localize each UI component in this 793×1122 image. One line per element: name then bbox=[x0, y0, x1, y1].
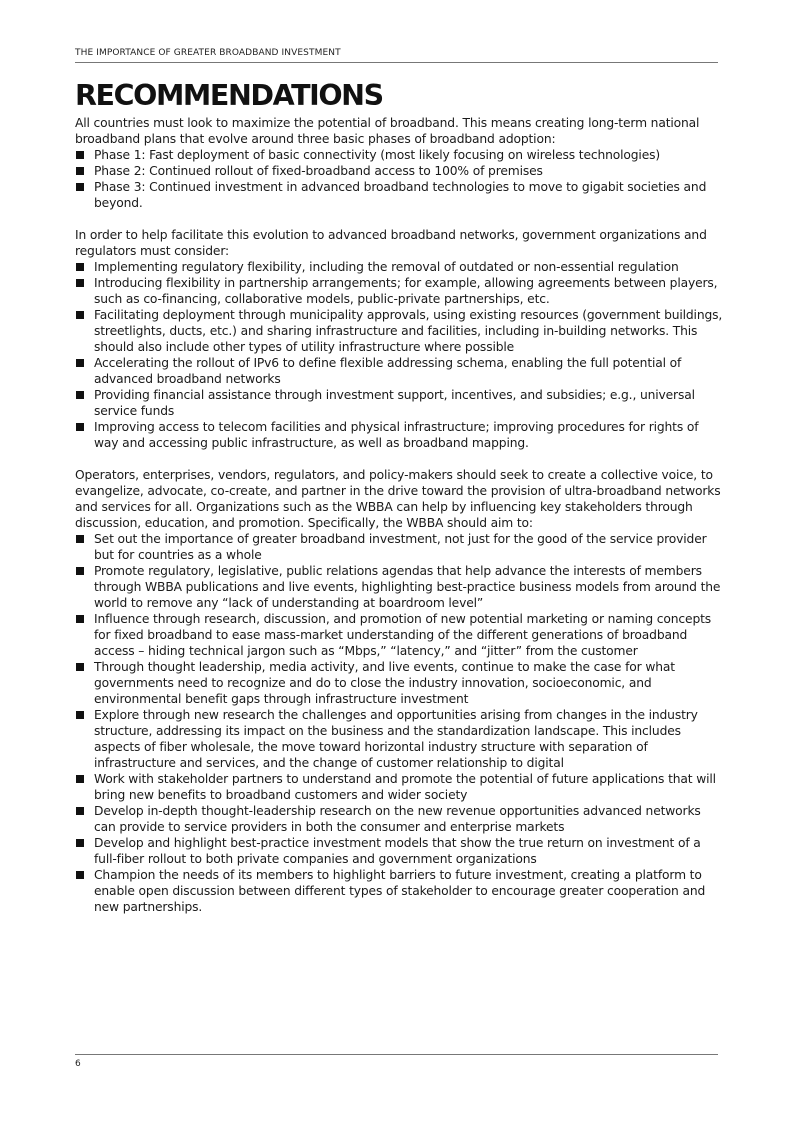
list-item bbox=[75, 835, 723, 867]
list-item bbox=[75, 387, 723, 419]
list-item bbox=[75, 771, 723, 803]
square-bullet-icon bbox=[76, 183, 84, 191]
square-bullet-icon bbox=[76, 359, 84, 367]
list-item-text: Promote regulatory, legislative, public relations agendas that help advance the interests of members through WBBA publications and live events, highlighting best-practice business models from around the world to remove any “lack of understanding at boardroom level” bbox=[94, 564, 721, 610]
square-bullet-icon bbox=[76, 311, 84, 319]
list-item-text: Introducing flexibility in partnership arrangements; for example, allowing agreements between players, such as co-financing, collaborative models, public-private partnerships, etc. bbox=[94, 276, 718, 306]
section2-intro: In order to help facilitate this evolution to advanced broadband networks, government organizations and regulators must consider: bbox=[75, 228, 707, 258]
list-item bbox=[75, 419, 723, 451]
list-item-text: Explore through new research the challenges and opportunities arising from changes in the industry structure, addressing its impact on the business and the standardization landscape. This includes aspects of fiber wholesale, the move toward horizontal industry structure with separation of infrastructure and services, and the change of customer relationship to digital bbox=[94, 708, 698, 770]
list-item bbox=[75, 659, 723, 707]
section-gap bbox=[75, 451, 723, 467]
list-item-text: Through thought leadership, media activity, and live events, continue to make the case for what governments need to recognize and do to close the industry innovation, socioeconomic, and environmental benefit gaps through infrastructure investment bbox=[94, 660, 675, 706]
square-bullet-icon bbox=[76, 567, 84, 575]
list-item bbox=[75, 307, 723, 355]
square-bullet-icon bbox=[76, 711, 84, 719]
list-item-text: Influence through research, discussion, and promotion of new potential marketing or naming concepts for fixed broadband to ease mass-market understanding of the different generations of broadband access – hiding technical jargon such as “Mbps,” “latency,” and “jitter” from the customer bbox=[94, 612, 712, 658]
page-title: RECOMMENDATIONS bbox=[75, 79, 383, 112]
government-considerations-list bbox=[75, 259, 723, 451]
page-content bbox=[75, 115, 723, 915]
square-bullet-icon bbox=[76, 871, 84, 879]
running-header: THE IMPORTANCE OF GREATER BROADBAND INVESTMENT bbox=[75, 48, 718, 63]
list-item bbox=[75, 163, 723, 179]
square-bullet-icon bbox=[76, 615, 84, 623]
list-item bbox=[75, 611, 723, 659]
list-item bbox=[75, 803, 723, 835]
list-item-text: Improving access to telecom facilities and physical infrastructure; improving procedures for rights of way and accessing public infrastructure, as well as broadband mapping. bbox=[94, 420, 699, 450]
wbba-aims-list bbox=[75, 531, 723, 915]
list-item-text: Develop in-depth thought-leadership research on the new revenue opportunities advanced networks can provide to service providers in both the consumer and enterprise markets bbox=[94, 804, 701, 834]
list-item-text: Phase 2: Continued rollout of fixed-broadband access to 100% of premises bbox=[94, 164, 543, 178]
list-item bbox=[75, 707, 723, 771]
page-number: 6 bbox=[75, 1059, 81, 1069]
section3-intro: Operators, enterprises, vendors, regulators, and policy-makers should seek to create a collective voice, to evangelize, advocate, co-create, and partner in the drive toward the provision of ultra-broadband networks and services for all. Organizations such as the WBBA can help by influencing key stakeholders through discussion, education, and promotion. Specifically, the WBBA should aim to: bbox=[75, 468, 721, 530]
square-bullet-icon bbox=[76, 263, 84, 271]
list-item-text: Work with stakeholder partners to understand and promote the potential of future applications that will bring new benefits to broadband customers and wider society bbox=[94, 772, 716, 802]
section1-intro: All countries must look to maximize the potential of broadband. This means creating long-term national broadband plans that evolve around three basic phases of broadband adoption: bbox=[75, 116, 700, 146]
list-item bbox=[75, 147, 723, 163]
list-item bbox=[75, 531, 723, 563]
list-item-text: Implementing regulatory flexibility, including the removal of outdated or non-essential regulation bbox=[94, 260, 679, 274]
square-bullet-icon bbox=[76, 151, 84, 159]
square-bullet-icon bbox=[76, 279, 84, 287]
list-item-text: Champion the needs of its members to highlight barriers to future investment, creating a platform to enable open discussion between different types of stakeholder to encourage greater cooperation and new partnerships. bbox=[94, 868, 706, 914]
list-item bbox=[75, 355, 723, 387]
list-item bbox=[75, 867, 723, 915]
list-item bbox=[75, 259, 723, 275]
list-item-text: Phase 1: Fast deployment of basic connectivity (most likely focusing on wireless technologies) bbox=[94, 148, 661, 162]
list-item-text: Providing financial assistance through investment support, incentives, and subsidies; e.g., universal service funds bbox=[94, 388, 695, 418]
square-bullet-icon bbox=[76, 775, 84, 783]
list-item bbox=[75, 563, 723, 611]
phases-list bbox=[75, 147, 723, 211]
list-item bbox=[75, 275, 723, 307]
list-item-text: Facilitating deployment through municipality approvals, using existing resources (government buildings, streetlights, ducts, etc.) and sharing infrastructure and facilities, including in-building networks. This should also include other types of utility infrastructure where possible bbox=[94, 308, 723, 354]
list-item-text: Accelerating the rollout of IPv6 to define flexible addressing schema, enabling the full potential of advanced broadband networks bbox=[94, 356, 682, 386]
footer-rule bbox=[75, 1054, 718, 1055]
list-item-text: Phase 3: Continued investment in advanced broadband technologies to move to gigabit societies and beyond. bbox=[94, 180, 707, 210]
square-bullet-icon bbox=[76, 807, 84, 815]
square-bullet-icon bbox=[76, 663, 84, 671]
square-bullet-icon bbox=[76, 535, 84, 543]
section-gap bbox=[75, 211, 723, 227]
square-bullet-icon bbox=[76, 423, 84, 431]
list-item-text: Set out the importance of greater broadband investment, not just for the good of the service provider but for countries as a whole bbox=[94, 532, 707, 562]
list-item bbox=[75, 179, 723, 211]
square-bullet-icon bbox=[76, 839, 84, 847]
square-bullet-icon bbox=[76, 391, 84, 399]
square-bullet-icon bbox=[76, 167, 84, 175]
list-item-text: Develop and highlight best-practice investment models that show the true return on investment of a full-fiber rollout to both private companies and government organizations bbox=[94, 836, 701, 866]
